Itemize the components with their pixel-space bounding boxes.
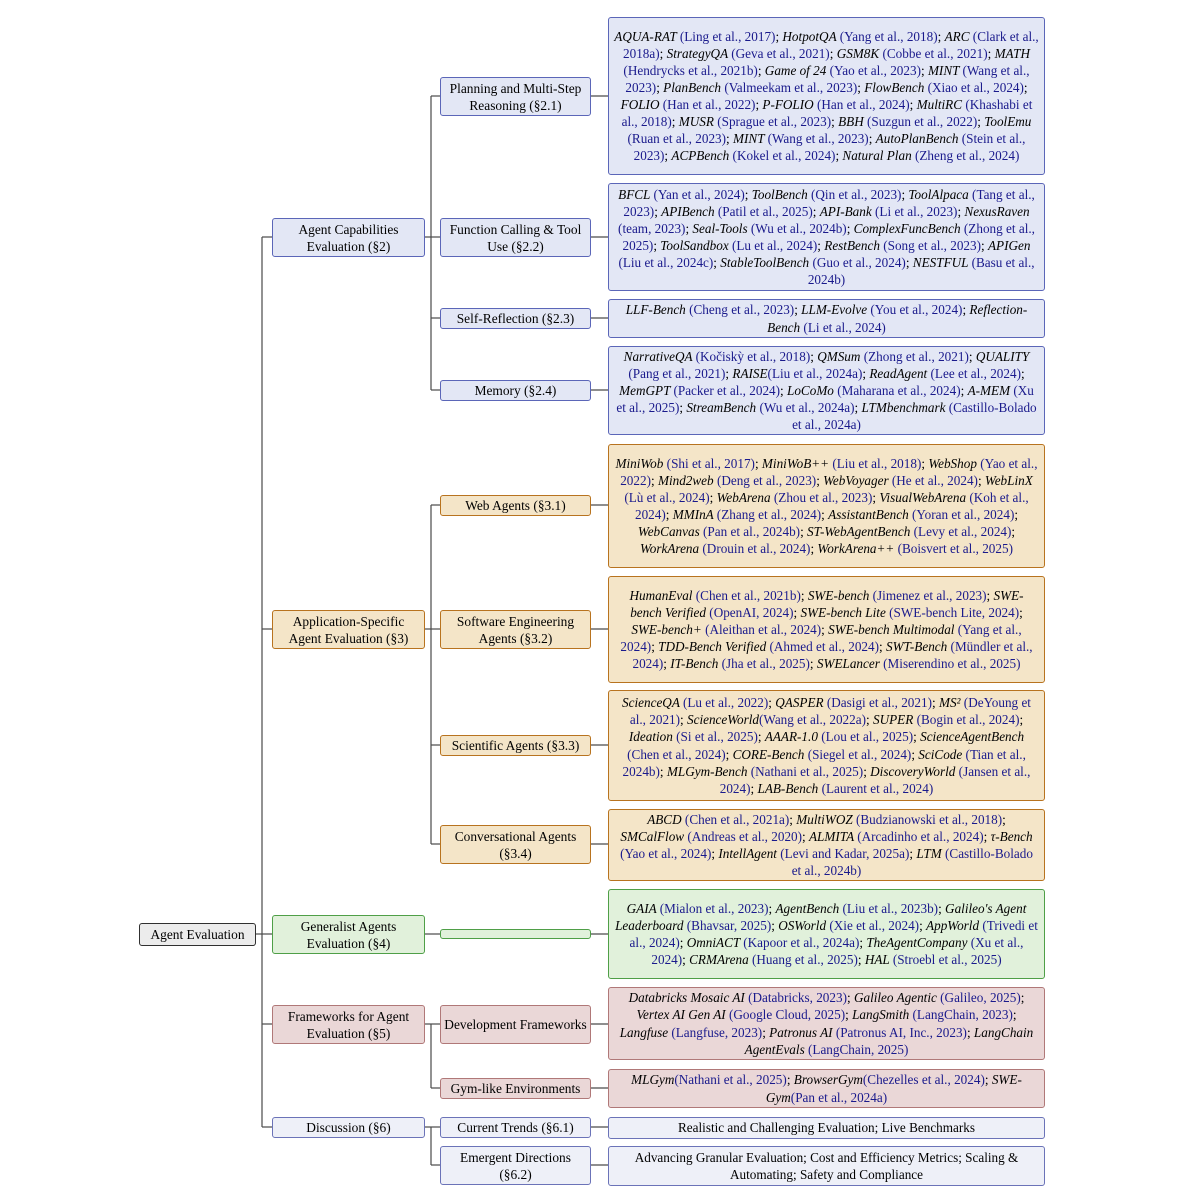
subsection-memory: [440, 380, 591, 401]
benchmark-name: QMSum: [817, 348, 864, 364]
citation: (Kočiskỳ et al., 2018): [695, 348, 811, 364]
benchmark-name: IT-Bench: [670, 656, 722, 672]
benchmark-name: GAIA: [626, 900, 660, 916]
leaf-function-calling: [608, 183, 1045, 291]
subsection-generalist-empty: [440, 929, 591, 939]
citation: (Miserendino et al., 2025): [883, 656, 1021, 672]
citation: (Budzianowski et al., 2018): [855, 811, 1003, 827]
leaf-conversational: [608, 809, 1045, 881]
citation: (Wang et al., 2023): [767, 131, 869, 147]
benchmark-name: BFCL: [618, 186, 654, 202]
citation: (Levi and Kadar, 2025a): [780, 846, 910, 861]
subsection-scientific-agents: [440, 735, 591, 756]
citation: (Ling et al., 2017): [679, 28, 776, 44]
citation: (Laurent et al., 2024): [821, 780, 934, 796]
benchmark-name: ABCD: [647, 811, 685, 827]
leaf-text: BFCL (Yan et al., 2024); ToolBench (Qin et al., 2023); ToolAlpaca (Tang et al., 2023); APIBench (Patil et al., 2025); API-Bank (Li et al., 2023); NexusRaven (team, 2023); Seal-Tools (Wu et al., 2024b); ComplexFuncBench (Zhong et al., 2025); ToolSandbox (Lu et al., 2024); RestBench (Song et al., 2023); APIGen (Liu et al., 2024c); StableToolBench (Guo et al., 2024); NESTFUL (Basu et al., 2024b): [618, 186, 1035, 288]
benchmark-name: ToolBench: [751, 186, 811, 202]
citation: (Jha et al., 2025): [721, 656, 810, 672]
citation: (Patronus AI, Inc., 2023): [835, 1024, 967, 1040]
citation: (Basu et al., 2024b): [807, 255, 1035, 288]
subsection-label: Self-Reflection (§2.3): [456, 311, 575, 326]
citation: (Lou et al., 2025): [821, 729, 914, 745]
subsection-label: Function Calling & Tool Use (§2.2): [449, 221, 582, 254]
benchmark-name: τ-Bench: [990, 828, 1033, 844]
benchmark-name: Galileo Agentic: [853, 990, 941, 1006]
benchmark-name: ScienceQA: [622, 695, 683, 711]
subsection-label: Scientific Agents (§3.3): [451, 738, 580, 753]
citation: (Databricks, 2023): [748, 990, 847, 1006]
benchmark-name: LLF-Bench: [625, 302, 690, 318]
benchmark-name: P-FOLIO: [762, 97, 817, 112]
benchmark-name: AAAR-1.0: [764, 729, 822, 745]
section-frameworks: [272, 1005, 425, 1044]
section-generalist: [272, 915, 425, 954]
root-node: [139, 923, 256, 946]
benchmark-name: SWE-bench: [807, 587, 873, 603]
benchmark-name: MINT: [733, 131, 768, 147]
citation: (Yan et al., 2024): [653, 186, 745, 202]
citation: (Mialon et al., 2023): [659, 900, 769, 916]
benchmark-name: Mind2web: [657, 472, 717, 488]
leaf-text: NarrativeQA (Kočiskỳ et al., 2018); QMSum (Zhong et al., 2021); QUALITY (Pang et al., 2021); RAISE(Liu et al., 2024a); ReadAgent (Lee et al., 2024); MemGPT (Packer et al., 2024); LoCoMo (Maharana et al., 2024); A-MEM (Xu et al., 2025); StreamBench (Wu et al., 2024a); LTMbenchmark (Castillo-Bolado et al., 2024a): [616, 348, 1037, 433]
benchmark-name: A-MEM: [967, 382, 1014, 398]
benchmark-name: APIBench: [661, 203, 718, 219]
benchmark-name: SWE-bench Lite: [800, 604, 890, 620]
benchmark-name: SWELancer: [816, 656, 884, 672]
benchmark-name: WebVoyager: [823, 472, 892, 488]
citation: (Ahmed et al., 2024): [769, 639, 879, 655]
benchmark-name: MiniWoB++: [761, 455, 833, 471]
section-label: Frameworks for Agent Evaluation (§5): [287, 1008, 410, 1041]
benchmark-name: ComplexFuncBench: [853, 220, 964, 236]
citation: (Kokel et al., 2024): [732, 148, 836, 164]
benchmark-name: AQUA-RAT: [614, 28, 680, 44]
citation: (Zheng et al., 2024): [914, 148, 1020, 164]
subsection-software-engineering: [440, 610, 591, 649]
citation: (Shi et al., 2017): [666, 455, 755, 471]
citation: (Drouin et al., 2024): [702, 541, 811, 557]
benchmark-name: SWE-bench Multimodal: [828, 621, 958, 637]
citation: (Jansen et al., 2024): [719, 763, 1031, 796]
leaf-software-engineering: [608, 576, 1045, 683]
benchmark-name: SciCode: [918, 746, 966, 762]
citation: (Wang et al., 2023): [625, 62, 1030, 95]
citation: (He et al., 2024): [891, 472, 978, 488]
benchmark-name: ALMITA: [809, 828, 858, 844]
citation: (Andreas et al., 2020): [687, 828, 803, 844]
citation: (Bhavsar, 2025): [686, 917, 772, 933]
citation: (Zhang et al., 2024): [716, 507, 822, 522]
root-label: Agent Evaluation: [150, 927, 245, 942]
citation: (Yoran et al., 2024): [912, 507, 1015, 522]
citation: (Khashabi et al., 2018): [621, 97, 1033, 130]
section-discussion: [272, 1117, 425, 1138]
benchmark-name: ToolAlpaca: [908, 186, 973, 202]
subsection-planning: [440, 77, 591, 116]
citation: (Lu et al., 2024): [731, 238, 818, 253]
benchmark-name: Databricks Mosaic AI: [628, 990, 749, 1006]
citation: (Yang et al., 2018): [839, 28, 938, 44]
subsection-label: Development Frameworks: [444, 1017, 587, 1032]
benchmark-name: FlowBench: [864, 79, 928, 95]
citation: (Han et al., 2024): [816, 97, 910, 112]
benchmark-name: Galileo's Agent Leaderboard: [615, 900, 1027, 933]
citation: (Patil et al., 2025): [717, 203, 813, 219]
benchmark-name: Natural Plan: [842, 148, 915, 164]
leaf-development-frameworks: [608, 987, 1045, 1060]
leaf-text: ScienceQA (Lu et al., 2022); QASPER (Dasigi et al., 2021); MS² (DeYoung et al., 2021); ScienceWorld(Wang et al., 2022a); SUPER (Bogin et al., 2024); Ideation (Si et al., 2025); AAAR-1.0 (Lou et al., 2025); ScienceAgentBench (Chen et al., 2024); CORE-Bench (Siegel et al., 2024); SciCode (Tian et al., 2024b); MLGym-Bench (Nathani et al., 2025); DiscoveryWorld (Jansen et al., 2024); LAB-Bench (Laurent et al., 2024): [622, 695, 1031, 796]
citation: (Xie et al., 2024): [829, 917, 920, 933]
subsection-emergent-directions: [440, 1146, 591, 1185]
section-agent-capabilities: [272, 218, 425, 257]
section-label: Agent Capabilities Evaluation (§2): [298, 221, 399, 254]
leaf-text: MiniWob (Shi et al., 2017); MiniWoB++ (Liu et al., 2018); WebShop (Yao et al., 2022); Mind2web (Deng et al., 2023); WebVoyager (He et al., 2024); WebLinX (Lù et al., 2024); WebArena (Zhou et al., 2023); VisualWebArena (Koh et al., 2024); MMInA (Zhang et al., 2024); AssistantBench (Yoran et al., 2024); WebCanvas (Pan et al., 2024b); ST-WebAgentBench (Levy et al., 2024); WorkArena (Drouin et al., 2024); WorkArena++ (Boisvert et al., 2025): [615, 455, 1038, 557]
benchmark-name: MUSR: [678, 114, 718, 130]
benchmark-name: TDD-Bench Verified: [658, 639, 770, 655]
citation: (Qin et al., 2023): [810, 186, 902, 202]
citation: (Zhong et al., 2021): [863, 348, 969, 364]
benchmark-name: QUALITY: [975, 348, 1030, 364]
citation: (Google Cloud, 2025): [728, 1007, 846, 1023]
benchmark-name: WebCanvas: [637, 524, 704, 540]
benchmark-name: SWE-bench+: [631, 621, 706, 637]
benchmark-name: MLGym: [631, 1072, 675, 1088]
citation: (Yao et al., 2022): [620, 455, 1038, 488]
benchmark-name: Patronus AI: [769, 1024, 836, 1040]
benchmark-name: WebArena: [716, 489, 774, 505]
benchmark-name: OmniACT: [686, 935, 744, 950]
citation: (Yang et al., 2024): [620, 621, 1022, 655]
leaf-planning: [608, 17, 1045, 175]
leaf-text: LLF-Bench (Cheng et al., 2023); LLM-Evolve (You et al., 2024); Reflection-Bench (Li et al., 2024): [625, 302, 1028, 335]
citation: (Zhou et al., 2023): [773, 489, 873, 505]
leaf-text: ABCD (Chen et al., 2021a); MultiWOZ (Budzianowski et al., 2018); SMCalFlow (Andreas et al., 2020); ALMITA (Arcadinho et al., 2024); τ-Bench (Yao et al., 2024); IntellAgent (Levi and Kadar, 2025a); LTM (Castillo-Bolado et al., 2024b): [620, 811, 1033, 879]
citation: (Stein et al., 2023): [633, 131, 1026, 164]
citation: (Pang et al., 2021): [628, 365, 726, 381]
benchmark-name: RAISE: [732, 365, 768, 381]
benchmark-name: SMCalFlow: [620, 828, 688, 844]
benchmark-name: BBH: [838, 114, 868, 130]
benchmark-name: QASPER: [775, 695, 827, 711]
citation: (Xu et al., 2025): [616, 382, 1034, 416]
benchmark-name: HumanEval: [629, 587, 696, 603]
citation: (Hendrycks et al., 2021b): [623, 62, 758, 78]
benchmark-name: LLM-Evolve: [801, 302, 871, 318]
benchmark-name: StableToolBench: [720, 255, 813, 271]
citation: (Pan et al., 2024b): [703, 524, 801, 540]
citation: (OpenAI, 2024): [709, 604, 794, 620]
subsection-label: Software Engineering Agents (§3.2): [456, 613, 575, 646]
citation: (Mündler et al., 2024): [632, 639, 1033, 672]
leaf-text: Advancing Granular Evaluation; Cost and Efficiency Metrics; Scaling & Automating; Safety and Compliance: [634, 1149, 1019, 1182]
citation: (Valmeekam et al., 2023): [724, 79, 858, 95]
citation: (Lu et al., 2022): [682, 695, 769, 711]
subsection-gym-environments: [440, 1078, 591, 1099]
benchmark-name: Game of 24: [764, 62, 830, 78]
citation: (Zhong et al., 2025): [622, 220, 1035, 253]
leaf-web-agents: [608, 444, 1045, 568]
leaf-text: AQUA-RAT (Ling et al., 2017); HotpotQA (Yang et al., 2018); ARC (Clark et al., 2018a); StrategyQA (Geva et al., 2021); GSM8K (Cobbe et al., 2021); MATH (Hendrycks et al., 2021b); Game of 24 (Yao et al., 2023); MINT (Wang et al., 2023); PlanBench (Valmeekam et al., 2023); FlowBench (Xiao et al., 2024); FOLIO (Han et al., 2022); P-FOLIO (Han et al., 2024); MultiRC (Khashabi et al., 2018); MUSR (Sprague et al., 2023); BBH (Suzgun et al., 2022); ToolEmu (Ruan et al., 2023); MINT (Wang et al., 2023); AutoPlanBench (Stein et al., 2023); ACPBench (Kokel et al., 2024); Natural Plan (Zheng et al., 2024): [614, 28, 1039, 164]
citation: (Trivedi et al., 2024): [629, 917, 1038, 950]
benchmark-name: LangChain AgentEvals: [744, 1024, 1034, 1057]
benchmark-name: Vertex AI Gen AI: [636, 1007, 729, 1023]
benchmark-name: API-Bank: [819, 203, 876, 219]
citation: (Xu et al., 2024): [651, 935, 1024, 968]
citation: (Yao et al., 2024): [620, 846, 712, 861]
citation: (Clark et al., 2018a): [623, 28, 1039, 61]
citation: (Pan et al., 2024a): [790, 1089, 888, 1105]
benchmark-name: MMInA: [672, 507, 717, 522]
citation: (Liu et al., 2024a): [767, 365, 863, 381]
leaf-memory: [608, 346, 1045, 435]
citation: (Song et al., 2023): [883, 238, 982, 253]
benchmark-name: Langfuse: [619, 1024, 672, 1040]
citation: (Nathani et al., 2025): [750, 763, 864, 779]
citation: (Li et al., 2023): [875, 203, 958, 219]
citation: (LangChain, 2025): [808, 1041, 909, 1057]
citation: (Lee et al., 2024): [930, 365, 1021, 381]
benchmark-name: MemGPT: [619, 382, 674, 398]
leaf-text: HumanEval (Chen et al., 2021b); SWE-bench (Jimenez et al., 2023); SWE-bench Verified (OpenAI, 2024); SWE-bench Lite (SWE-bench Lite, 2024); SWE-bench+ (Aleithan et al., 2024); SWE-bench Multimodal (Yang et al., 2024); TDD-Bench Verified (Ahmed et al., 2024); SWT-Bench (Mündler et al., 2024); IT-Bench (Jha et al., 2025); SWELancer (Miserendino et al., 2025): [620, 587, 1033, 672]
benchmark-name: AppWorld: [926, 917, 983, 933]
benchmark-name: ToolEmu: [984, 114, 1032, 130]
benchmark-name: WebLinX: [984, 472, 1033, 488]
benchmark-name: ReadAgent: [869, 365, 931, 381]
citation: (Jimenez et al., 2023): [872, 587, 987, 603]
citation: (Xiao et al., 2024): [927, 79, 1024, 95]
benchmark-name: ACPBench: [671, 148, 733, 164]
citation: (Stroebl et al., 2025): [892, 952, 1002, 968]
benchmark-name: SWT-Bench: [885, 639, 951, 655]
citation: (Nathani et al., 2025): [674, 1072, 787, 1088]
benchmark-name: NexusRaven: [964, 203, 1030, 219]
benchmark-name: TheAgentCompany: [866, 935, 971, 950]
citation: (Wang et al., 2022a): [759, 712, 866, 728]
benchmark-name: BrowserGym: [793, 1072, 863, 1088]
citation: (Dasigi et al., 2021): [826, 695, 932, 711]
citation: (Arcadinho et al., 2024): [857, 828, 984, 844]
subsection-self-reflection: [440, 308, 591, 329]
benchmark-name: AgentBench: [775, 900, 843, 916]
subsection-label: Memory (§2.4): [474, 383, 557, 398]
leaf-emergent-directions: [608, 1146, 1045, 1186]
citation: (Huang et al., 2025): [752, 952, 858, 968]
benchmark-name: OSWorld: [778, 917, 830, 933]
citation: (Cheng et al., 2023): [689, 302, 795, 318]
benchmark-name: MATH: [994, 45, 1030, 61]
citation: (Li et al., 2024): [803, 319, 886, 335]
benchmark-name: ST-WebAgentBench: [807, 524, 914, 540]
benchmark-name: StreamBench: [686, 400, 760, 416]
citation: (Chezelles et al., 2024): [862, 1072, 985, 1088]
section-application-specific: [272, 610, 425, 649]
section-label: Application-Specific Agent Evaluation (§3): [288, 613, 409, 646]
subsection-label: Web Agents (§3.1): [465, 498, 566, 513]
citation: (Bogin et al., 2024): [916, 712, 1020, 728]
section-label: Discussion (§6): [306, 1120, 391, 1135]
citation: (Suzgun et al., 2022): [867, 114, 978, 130]
subsection-function-calling: [440, 218, 591, 257]
citation: (Castillo-Bolado et al., 2024b): [791, 846, 1033, 879]
benchmark-name: MiniWob: [615, 455, 667, 471]
citation: (Cobbe et al., 2021): [882, 45, 988, 61]
benchmark-name: WebShop: [928, 455, 981, 471]
leaf-self-reflection: [608, 299, 1045, 338]
subsection-label: Current Trends (§6.1): [457, 1120, 574, 1135]
citation: (Chen et al., 2024): [627, 746, 726, 762]
citation: (Packer et al., 2024): [673, 382, 781, 398]
citation: (Si et al., 2025): [676, 729, 758, 745]
citation: (Tian et al., 2024b): [622, 746, 1026, 779]
citation: (Liu et al., 2018): [832, 455, 922, 471]
benchmark-name: MINT: [927, 62, 963, 78]
citation: (Siegel et al., 2024): [807, 746, 912, 762]
citation: (Levy et al., 2024): [913, 524, 1012, 540]
leaf-text: GAIA (Mialon et al., 2023); AgentBench (Liu et al., 2023b); Galileo's Agent Leaderboard (Bhavsar, 2025); OSWorld (Xie et al., 2024); AppWorld (Trivedi et al., 2024); OmniACT (Kapoor et al., 2024a); TheAgentCompany (Xu et al., 2024); CRMArena (Huang et al., 2025); HAL (Stroebl et al., 2025): [615, 900, 1038, 968]
benchmark-name: Reflection-Bench: [767, 302, 1028, 335]
benchmark-name: StrategyQA: [666, 45, 732, 61]
citation: (Chen et al., 2021a): [684, 811, 790, 827]
citation: (Tang et al., 2023): [623, 186, 1035, 219]
subsection-conversational: [440, 825, 591, 864]
citation: (Guo et al., 2024): [812, 255, 906, 271]
subsection-label: Conversational Agents (§3.4): [454, 828, 577, 861]
benchmark-name: NESTFUL: [912, 255, 972, 271]
benchmark-name: Ideation: [628, 729, 677, 745]
benchmark-name: MLGym-Bench: [666, 763, 751, 779]
citation: (Han et al., 2022): [662, 97, 756, 112]
benchmark-name: GSM8K: [836, 45, 883, 61]
benchmark-name: ScienceAgentBench: [920, 729, 1025, 745]
citation: (Chen et al., 2021b): [695, 587, 801, 603]
citation: (Deng et al., 2023): [716, 472, 817, 488]
citation: (Langfuse, 2023): [671, 1024, 763, 1040]
subsection-development-frameworks: [440, 1005, 591, 1044]
benchmark-name: Seal-Tools: [692, 220, 751, 236]
citation: (Geva et al., 2021): [731, 45, 830, 61]
benchmark-name: ToolSandbox: [660, 238, 732, 253]
citation: (DeYoung et al., 2021): [629, 695, 1031, 728]
benchmark-name: APIGen: [987, 238, 1031, 253]
subsection-label: Emergent Directions (§6.2): [460, 1149, 571, 1182]
citation: (You et al., 2024): [870, 302, 963, 318]
benchmark-name: NarrativeQA: [623, 348, 696, 364]
subsection-web-agents: [440, 495, 591, 516]
benchmark-name: SWE-Gym: [765, 1072, 1022, 1105]
citation: (Maharana et al., 2024): [837, 382, 961, 398]
leaf-text: Databricks Mosaic AI (Databricks, 2023); Galileo Agentic (Galileo, 2025); Vertex AI Gen AI (Google Cloud, 2025); LangSmith (LangChain, 2023); Langfuse (Langfuse, 2023); Patronus AI (Patronus AI, Inc., 2023); LangChain AgentEvals (LangChain, 2025): [619, 990, 1034, 1057]
benchmark-name: IntellAgent: [718, 846, 781, 861]
citation: (Yao et al., 2023): [829, 62, 921, 78]
benchmark-name: ScienceWorld: [687, 712, 760, 728]
benchmark-name: CRMArena: [689, 952, 753, 968]
benchmark-name: SWE-bench Verified: [630, 587, 1024, 620]
benchmark-name: MultiRC: [916, 97, 966, 112]
leaf-text: Realistic and Challenging Evaluation; Live Benchmarks: [677, 1120, 975, 1136]
citation: (Lù et al., 2024): [624, 489, 710, 505]
citation: (Ruan et al., 2023): [627, 131, 727, 147]
benchmark-name: LTMbenchmark: [861, 400, 949, 416]
benchmark-name: CORE-Bench: [732, 746, 808, 762]
citation: (SWE-bench Lite, 2024): [889, 604, 1020, 620]
citation: (Liu et al., 2024c): [618, 255, 714, 271]
citation: (Sprague et al., 2023): [717, 114, 832, 130]
benchmark-name: WorkArena: [640, 541, 703, 557]
benchmark-name: LTM: [916, 846, 945, 861]
benchmark-name: AssistantBench: [828, 507, 913, 522]
citation: (LangChain, 2023): [912, 1007, 1013, 1023]
benchmark-name: MultiWOZ: [796, 811, 856, 827]
benchmark-name: HotpotQA: [782, 28, 840, 44]
benchmark-name: ARC: [944, 28, 973, 44]
citation: (Liu et al., 2023b): [842, 900, 939, 916]
leaf-generalist: [608, 889, 1045, 979]
citation: (team, 2023): [618, 220, 686, 236]
subsection-current-trends: [440, 1117, 591, 1138]
benchmark-name: AutoPlanBench: [875, 131, 962, 147]
subsection-label: Planning and Multi-Step Reasoning (§2.1): [449, 80, 582, 113]
benchmark-name: PlanBench: [663, 79, 725, 95]
leaf-current-trends: [608, 1117, 1045, 1139]
benchmark-name: SUPER: [872, 712, 917, 728]
benchmark-name: RestBench: [824, 238, 884, 253]
citation: (Wu et al., 2024a): [759, 400, 855, 416]
subsection-label: Gym-like Environments: [450, 1081, 581, 1096]
citation: (Galileo, 2025): [940, 990, 1021, 1006]
citation: (Koh et al., 2024): [634, 489, 1029, 522]
section-label: Generalist Agents Evaluation (§4): [300, 918, 397, 951]
citation: (Aleithan et al., 2024): [705, 621, 822, 637]
citation: (Kapoor et al., 2024a): [743, 935, 860, 950]
benchmark-name: HAL: [864, 952, 893, 968]
citation: (Castillo-Bolado et al., 2024a): [792, 400, 1037, 433]
citation: (Boisvert et al., 2025): [897, 541, 1013, 557]
citation: (Wu et al., 2024b): [750, 220, 847, 236]
benchmark-name: LAB-Bench: [757, 780, 822, 796]
benchmark-name: FOLIO: [620, 97, 663, 112]
leaf-scientific-agents: [608, 690, 1045, 801]
benchmark-name: VisualWebArena: [879, 489, 970, 505]
benchmark-name: WorkArena++: [817, 541, 898, 557]
benchmark-name: LoCoMo: [787, 382, 838, 398]
benchmark-name: MS²: [938, 695, 964, 711]
leaf-text: MLGym(Nathani et al., 2025); BrowserGym(Chezelles et al., 2024); SWE-Gym(Pan et al., 2024a): [631, 1072, 1022, 1105]
benchmark-name: DiscoveryWorld: [870, 763, 959, 779]
leaf-gym-environments: [608, 1069, 1045, 1108]
benchmark-name: LangSmith: [852, 1007, 913, 1023]
